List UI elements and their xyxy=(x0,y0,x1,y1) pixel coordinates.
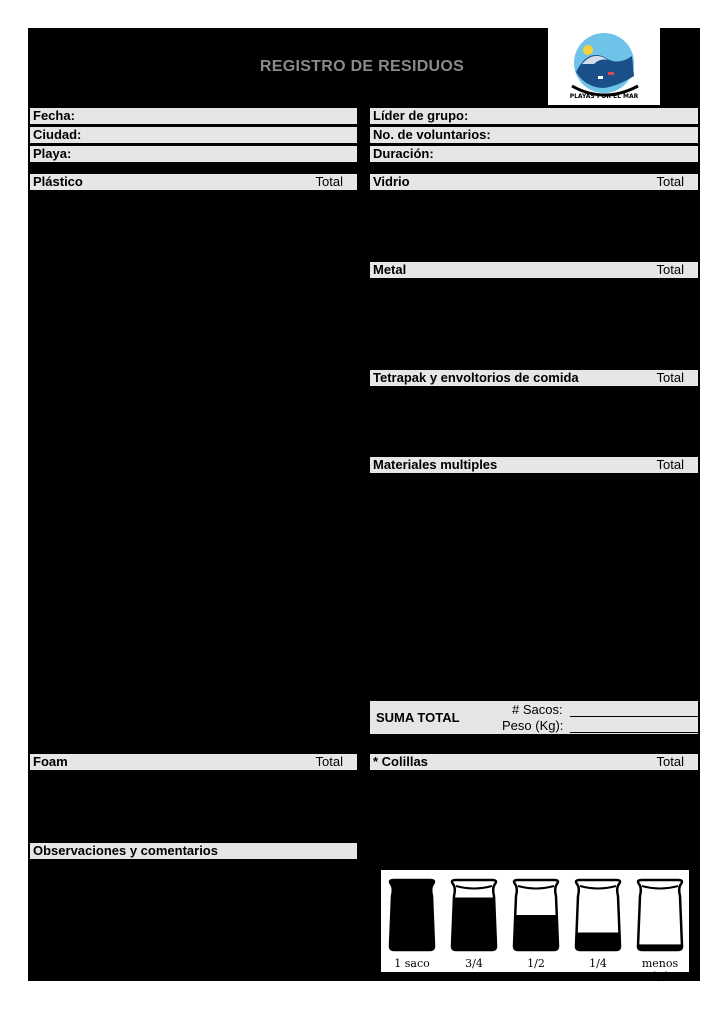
section-foam xyxy=(30,754,357,770)
bag-3-neck xyxy=(518,886,554,889)
multiples-total: Total xyxy=(656,457,684,472)
bag-2-fill xyxy=(450,898,498,951)
voluntarios-label: No. de voluntarios: xyxy=(373,127,491,142)
bag-3-icon xyxy=(512,880,560,950)
colillas-total: Total xyxy=(656,754,684,769)
lider-field[interactable] xyxy=(370,108,698,124)
sacos-label: # Sacos: xyxy=(512,702,563,717)
ciudad-field[interactable] xyxy=(30,127,357,143)
bag-caption-1: 1 saco xyxy=(394,957,430,970)
vidrio-label: Vidrio xyxy=(373,174,410,189)
plastico-label: Plástico xyxy=(33,174,83,189)
plastico-total: Total xyxy=(315,174,343,189)
section-observaciones xyxy=(30,843,357,859)
observaciones-label: Observaciones y comentarios xyxy=(33,843,218,858)
bag-5-neck xyxy=(642,886,678,889)
fecha-label: Fecha: xyxy=(33,108,75,123)
peso-label: Peso (Kg): xyxy=(502,718,564,733)
vidrio-total: Total xyxy=(656,174,684,189)
metal-total: Total xyxy=(656,262,684,277)
summary-box xyxy=(370,701,698,734)
foam-total: Total xyxy=(315,754,343,769)
tetrapak-label: Tetrapak y envoltorios de comida xyxy=(373,370,579,385)
section-plastico xyxy=(30,174,357,190)
bag-fill-legend xyxy=(381,870,689,983)
multiples-label: Materiales multiples xyxy=(373,457,498,472)
peso-input-line[interactable] xyxy=(570,732,698,733)
bag-4-neck xyxy=(580,886,616,889)
bag-caption-4: 1/4 xyxy=(589,957,607,970)
voluntarios-field[interactable] xyxy=(370,127,698,143)
form-sheet xyxy=(28,28,700,981)
section-metal xyxy=(370,262,698,278)
summary-label: SUMA TOTAL xyxy=(376,710,460,725)
colillas-label: * Colillas xyxy=(373,754,428,769)
bag-5-icon xyxy=(636,880,684,950)
fecha-field[interactable] xyxy=(30,108,357,124)
lider-label: Líder de grupo: xyxy=(373,108,469,123)
metal-label: Metal xyxy=(373,262,407,277)
form-title: REGISTRO DE RESIDUOS xyxy=(259,58,465,75)
bag-illustrations xyxy=(381,870,689,956)
bag-caption-3: 1/2 xyxy=(527,957,545,970)
sacos-input-line[interactable] xyxy=(570,716,698,717)
section-colillas xyxy=(370,754,698,770)
duracion-field[interactable] xyxy=(370,146,698,162)
duracion-label: Duración: xyxy=(373,146,434,161)
foam-label: Foam xyxy=(33,754,68,769)
bag-2-neck xyxy=(456,886,492,889)
ciudad-label: Ciudad: xyxy=(33,127,82,142)
bag-3-fill xyxy=(512,915,560,950)
tetrapak-total: Total xyxy=(656,370,684,385)
section-tetrapak xyxy=(370,370,698,386)
bag-2-icon xyxy=(450,880,498,950)
bag-1-icon xyxy=(388,880,436,950)
playa-field[interactable] xyxy=(30,146,357,162)
bag-1-fill xyxy=(388,880,436,950)
playa-label: Playa: xyxy=(33,146,72,161)
bag-caption-5: menos 1/4 xyxy=(641,957,679,983)
logo-panel xyxy=(548,28,660,105)
logo-text: PLAYAS POR EL MAR xyxy=(569,93,639,100)
bag-4-fill xyxy=(574,933,622,951)
bag-caption-2: 3/4 xyxy=(465,957,483,970)
bag-5-outline xyxy=(638,880,682,950)
section-multiples xyxy=(370,457,698,473)
wave-logo-icon xyxy=(548,28,660,105)
bag-4-icon xyxy=(574,880,622,950)
section-vidrio xyxy=(370,174,698,190)
